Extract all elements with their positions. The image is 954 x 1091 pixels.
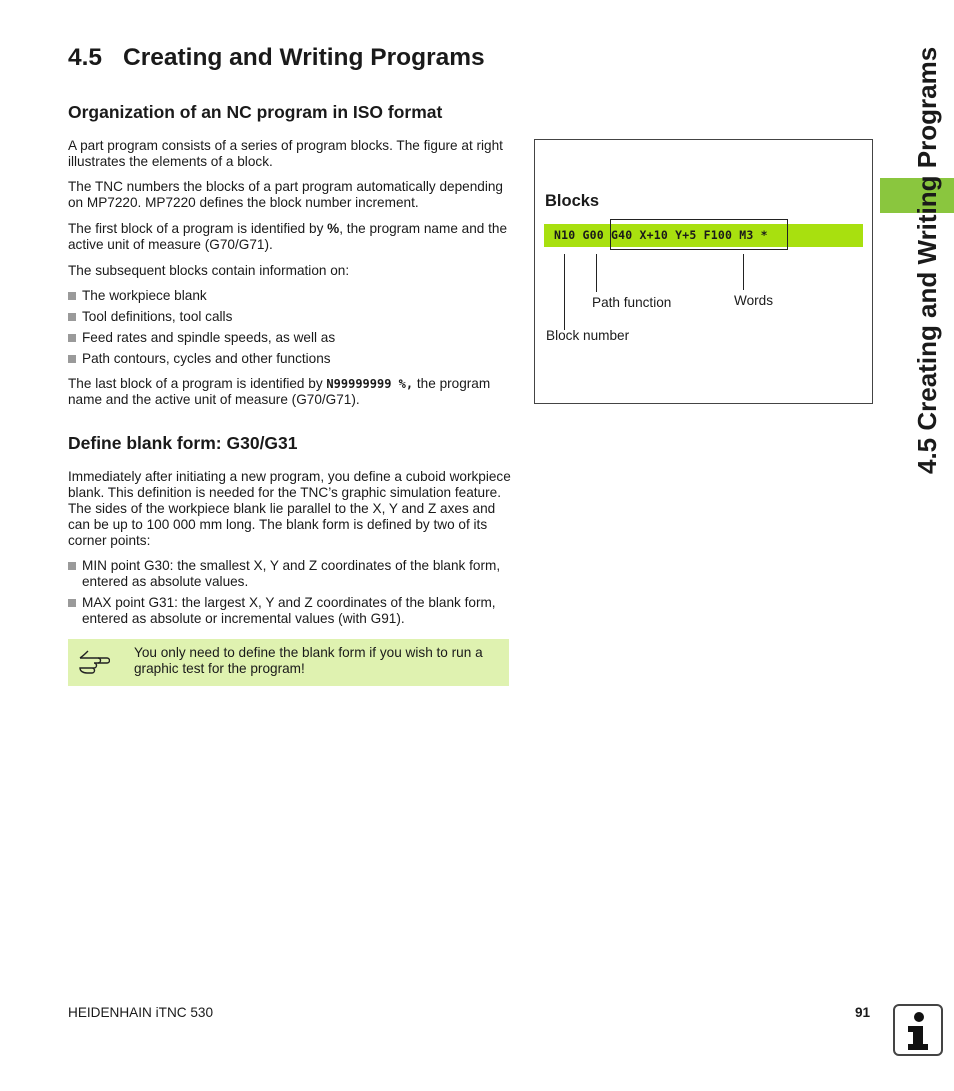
paragraph-first-block: The first block of a program is identified by %, the program name and the active unit of measure (G70/G71). <box>68 221 508 252</box>
words-bracket <box>610 219 788 250</box>
page-title <box>68 44 485 72</box>
pointing-hand-icon <box>78 648 110 676</box>
paragraph-subsequent: The subsequent blocks contain information on: <box>68 263 350 278</box>
footer-product: HEIDENHAIN iTNC 530 <box>68 1005 214 1020</box>
list-item: MAX point G31: the largest X, Y and Z coordinates of the blank form, entered as absolute or incremental values (with G91). <box>68 595 514 627</box>
side-chapter-title: 4.5 Creating and Writing Programs <box>912 46 942 474</box>
subheading-blank-form: Define blank form: G30/G31 <box>68 433 298 453</box>
last-block-code: N99999999 %, <box>326 377 414 391</box>
section-title: Creating and Writing Programs <box>123 44 485 71</box>
bullet-square-icon <box>68 292 76 300</box>
block-number-leader <box>564 254 565 330</box>
label-block-number: Block number <box>546 328 630 343</box>
bullet-square-icon <box>68 334 76 342</box>
list-item: Tool definitions, tool calls <box>68 309 514 325</box>
list-item: MIN point G30: the smallest X, Y and Z coordinates of the blank form, entered as absolute values. <box>68 558 514 590</box>
words-leader <box>743 254 744 290</box>
paragraph-numbering: The TNC numbers the blocks of a part program automatically depending on MP7220. MP7220 defines the block number increment. <box>68 179 503 210</box>
bullet-square-icon <box>68 313 76 321</box>
subheading-organization: Organization of an NC program in ISO format <box>68 102 443 122</box>
paragraph-blank-form: Immediately after initiating a new program, you define a cuboid workpiece blank. This definition is needed for the TNC’s graphic simulation feature. The sides of the workpiece blank lie parallel to the X, Y and Z axes and can be up to 100 000 mm long. The blank form is defined by two of its corner points: <box>68 469 511 548</box>
paragraph-last-block: The last block of a program is identified by N99999999 %, the program name and the active unit of measure (G70/G71). <box>68 376 491 407</box>
label-path-function: Path function <box>592 295 672 310</box>
code-text: N10 G00 G40 X+10 Y+5 F100 M3 * <box>554 228 768 242</box>
figure-title: Blocks <box>545 192 600 210</box>
note-box <box>68 639 509 686</box>
bullet-square-icon <box>68 562 76 570</box>
info-icon <box>893 1004 943 1056</box>
block-structure-figure <box>534 139 873 404</box>
list-item: Feed rates and spindle speeds, as well as <box>68 330 514 346</box>
path-function-leader <box>596 254 597 292</box>
percent-symbol: % <box>327 221 340 236</box>
section-number: 4.5 <box>68 44 103 71</box>
paragraph-intro: A part program consists of a series of program blocks. The figure at right illustrates the elements of a block. <box>68 138 503 169</box>
bullet-square-icon <box>68 599 76 607</box>
label-words: Words <box>734 293 774 308</box>
note-text: You only need to define the blank form if you wish to run a graphic test for the program! <box>134 645 483 676</box>
bullet-square-icon <box>68 355 76 363</box>
info-glyph <box>895 1006 941 1054</box>
list-item: Path contours, cycles and other functions <box>68 351 514 367</box>
list-item: The workpiece blank <box>68 288 514 304</box>
page-number: 91 <box>855 1005 871 1020</box>
